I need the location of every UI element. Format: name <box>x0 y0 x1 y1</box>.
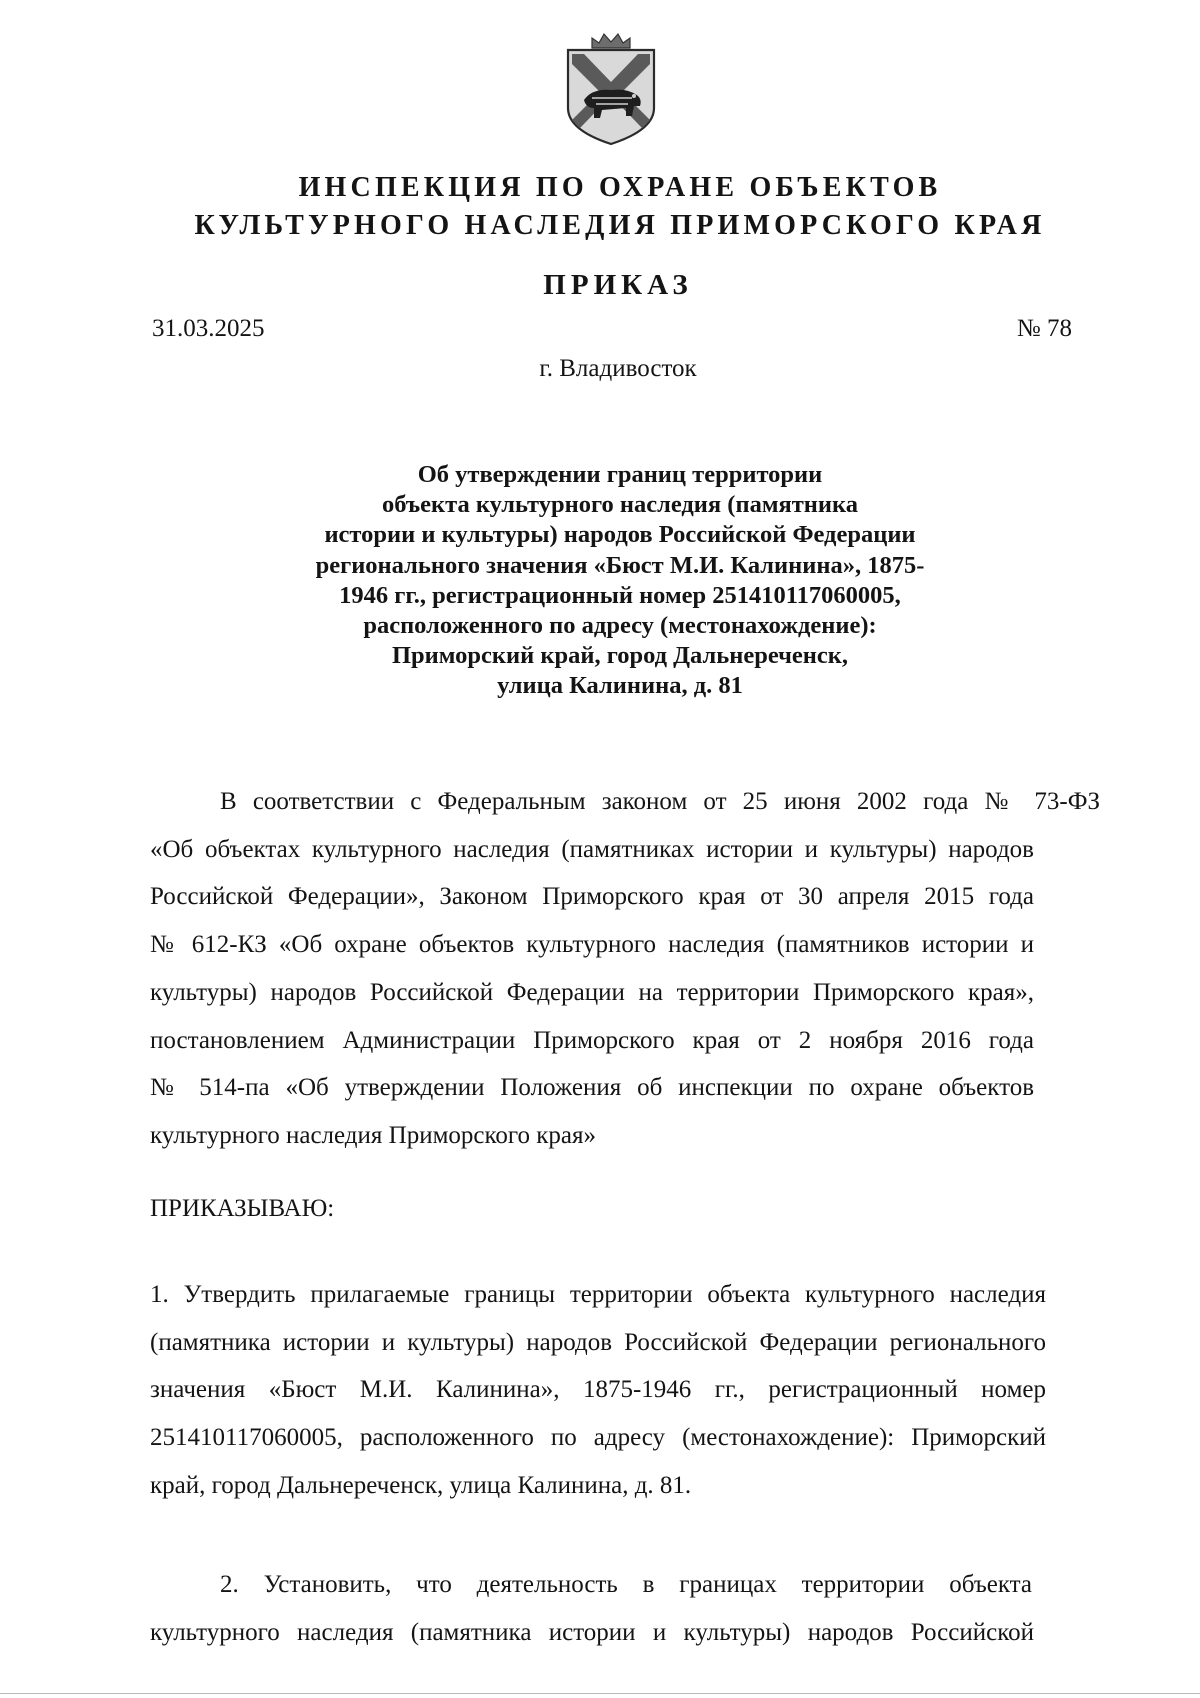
item-line: 251410117060005, расположенного по адресу (местонахождение): Приморский <box>150 1424 1046 1452</box>
order-item-2 <box>150 1561 1130 1656</box>
preamble-line: культурного наследия Приморского края» <box>150 1121 596 1149</box>
organization-name-line1: ИНСПЕКЦИЯ ПО ОХРАНЕ ОБЪЕКТОВ <box>298 172 942 203</box>
coat-of-arms-icon <box>562 30 660 148</box>
title-line: Приморский край, город Дальнереченск, <box>391 642 849 670</box>
order-title <box>300 460 940 702</box>
title-line: регионального значения «Бюст М.И. Калинина», 1875- <box>315 551 925 579</box>
document-number: № 78 <box>1016 315 1072 342</box>
item-line: культурного наследия (памятника истории и культуры) народов Российской <box>150 1618 1034 1646</box>
preamble-line: постановлением Администрации Приморского края от 2 ноября 2016 года <box>150 1026 1034 1054</box>
preamble-line: «Об объектах культурного наследия (памятниках истории и культуры) народов <box>150 835 1034 863</box>
organization-name-line2: КУЛЬТУРНОГО НАСЛЕДИЯ ПРИМОРСКОГО КРАЯ <box>194 210 1046 241</box>
preamble-paragraph <box>150 778 1130 1160</box>
item-line: (памятника истории и культуры) народов Российской Федерации регионального <box>150 1328 1046 1356</box>
item-line: край, город Дальнереченск, улица Калинина, д. 81. <box>150 1471 692 1499</box>
page-bottom-edge <box>0 1693 1200 1694</box>
title-line: улица Калинина, д. 81 <box>497 672 743 700</box>
item-line: 1. Утвердить прилагаемые границы территории объекта культурного наследия <box>150 1281 1046 1308</box>
preamble-line: № 514-па «Об утверждении Положения об инспекции по охране объектов <box>150 1074 1034 1102</box>
title-line: истории и культуры) народов Российской Федерации <box>324 521 916 549</box>
item-line: значения «Бюст М.И. Калинина», 1875-1946 гг., регистрационный номер <box>150 1376 1046 1404</box>
preamble-line: культуры) народов Российской Федерации на территории Приморского края», <box>150 978 1034 1006</box>
order-item-1 <box>150 1271 1130 1510</box>
item-line: 2. Установить, что деятельность в границах территории объекта <box>220 1571 1032 1598</box>
document-city: г. Владивосток <box>539 355 697 382</box>
preamble-line: Российской Федерации», Законом Приморского края от 30 апреля 2015 года <box>150 883 1034 911</box>
title-line: расположенного по адресу (местонахождение): <box>363 612 877 640</box>
title-line: Об утверждении границ территории <box>417 461 823 488</box>
preamble-line: № 612-КЗ «Об охране объектов культурного наследия (памятников истории и <box>150 931 1034 959</box>
preamble-line: В соответствии с Федеральным законом от 25 июня 2002 года № 73-ФЗ <box>220 788 1100 815</box>
document-type: ПРИКАЗ <box>543 269 693 301</box>
title-line: 1946 гг., регистрационный номер 251410117060005, <box>339 581 901 609</box>
document-date: 31.03.2025 <box>152 315 265 342</box>
order-directive: ПРИКАЗЫВАЮ: <box>150 1195 335 1222</box>
title-line: объекта культурного наследия (памятника <box>381 491 859 519</box>
